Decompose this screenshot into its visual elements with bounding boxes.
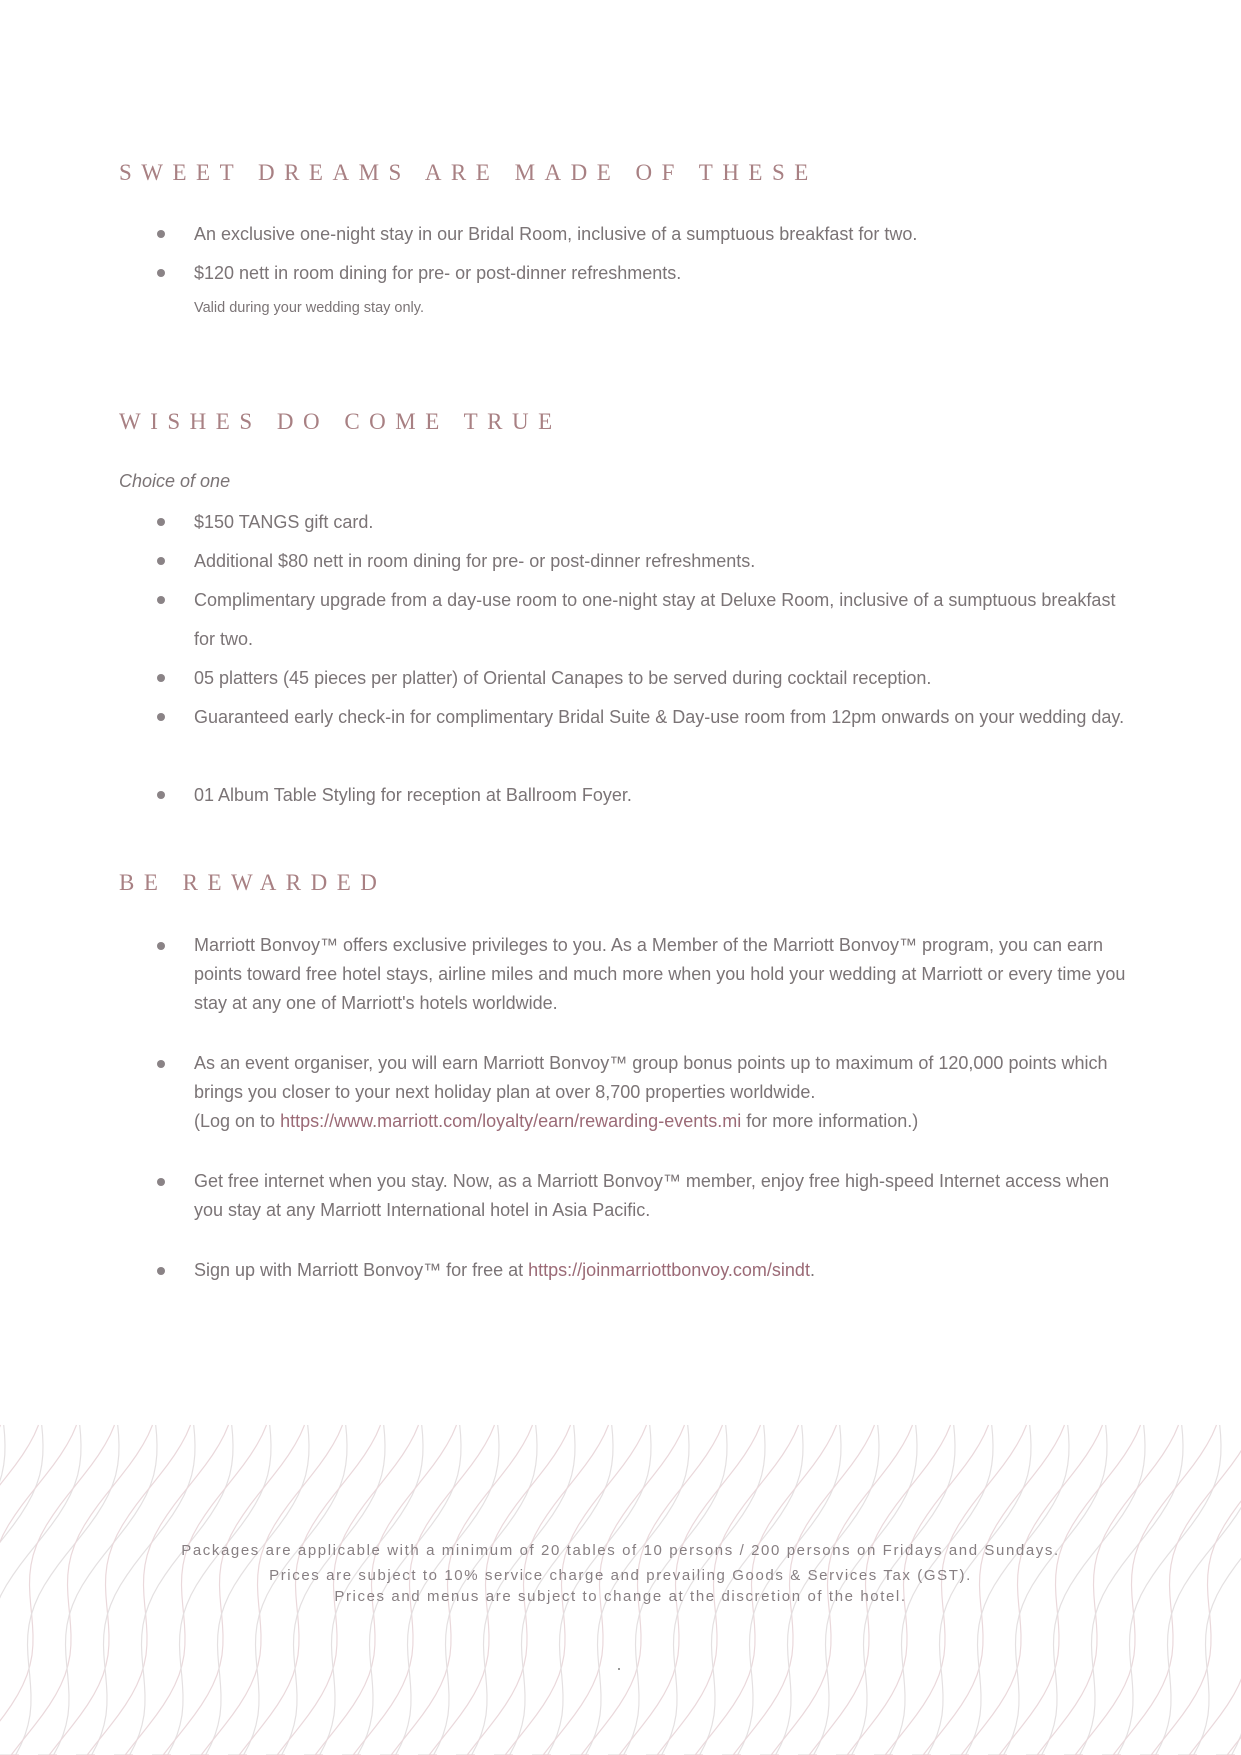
bullet-icon [157,942,165,950]
list-item: 01 Album Table Styling for reception at Ballroom Foyer. [194,785,632,805]
bullet-icon [157,269,165,277]
heading-be-rewarded: BE REWARDED [119,870,387,895]
rewarding-events-link[interactable]: https://www.marriott.com/loyalty/earn/rewarding-events.mi [280,1111,742,1131]
item-text-prefix: (Log on to [194,1111,281,1131]
list-item: Get free internet when you stay. Now, as a Marriott Bonvoy™ member, enjoy free high-speed Internet access when you stay at any Marriott International hotel in Asia Pacific. [194,1171,1110,1220]
item-text-suffix: . [809,1260,815,1280]
bullet-icon [157,791,165,799]
list-item [194,1049,1134,1136]
footer-line-minimum: Packages are applicable with a minimum of 20 tables of 10 persons / 200 persons on Fridays and Sundays. [181,1542,1060,1559]
bullet-icon [157,557,165,565]
heading-wishes: WISHES DO COME TRUE [119,409,562,434]
list-item: Guaranteed early check-in for complimentary Bridal Suite & Day-use room from 12pm onwards on your wedding day. [194,707,1125,727]
item-text: As an event organiser, you will earn Marriott Bonvoy™ group bonus points up to maximum of 120,000 points which brings you closer to your next holiday plan at over 8,700 properties worldwide. [194,1053,1108,1102]
bullet-icon [157,230,165,238]
bullet-icon [157,1178,165,1186]
bullet-icon [157,713,165,721]
item-text-prefix: Sign up with Marriott Bonvoy™ for free at [194,1260,529,1280]
page-dot [618,1668,620,1670]
bullet-icon [157,1267,165,1275]
footer-line-discretion: Prices and menus are subject to change at the discretion of the hotel. [334,1588,907,1605]
bullet-icon [157,518,165,526]
list-item [194,1256,1134,1285]
list-item: Marriott Bonvoy™ offers exclusive privileges to you. As a Member of the Marriott Bonvoy™ program, you can earn points toward free hotel stays, airline miles and much more when you hold your wedding at Marriott or every time you stay at any one of Marriott's hotels worldwide. [194,935,1126,1013]
footer-line-service-charge: Prices are subject to 10% service charge and prevailing Goods & Services Tax (GST). [269,1567,972,1584]
list-item: An exclusive one-night stay in our Bridal Room, inclusive of a sumptuous breakfast for two. [194,224,918,244]
heading-sweet-dreams: SWEET DREAMS ARE MADE OF THESE [119,160,818,185]
bullet-icon [157,1060,165,1068]
bullet-icon [157,674,165,682]
bullet-icon [157,596,165,604]
list-item: 05 platters (45 pieces per platter) of Oriental Canapes to be served during cocktail reception. [194,668,932,688]
list-item: $120 nett in room dining for pre- or post-dinner refreshments. [194,263,682,283]
list-item: Complimentary upgrade from a day-use room to one-night stay at Deluxe Room, inclusive of a sumptuous breakfast for two. [194,590,1116,649]
join-bonvoy-link[interactable]: https://joinmarriottbonvoy.com/sindt [528,1260,810,1280]
validity-note: Valid during your wedding stay only. [194,300,424,316]
choice-subtitle: Choice of one [119,471,231,491]
list-item: Additional $80 nett in room dining for pre- or post-dinner refreshments. [194,551,756,571]
item-text-suffix: for more information.) [741,1111,919,1131]
list-item: $150 TANGS gift card. [194,512,374,532]
